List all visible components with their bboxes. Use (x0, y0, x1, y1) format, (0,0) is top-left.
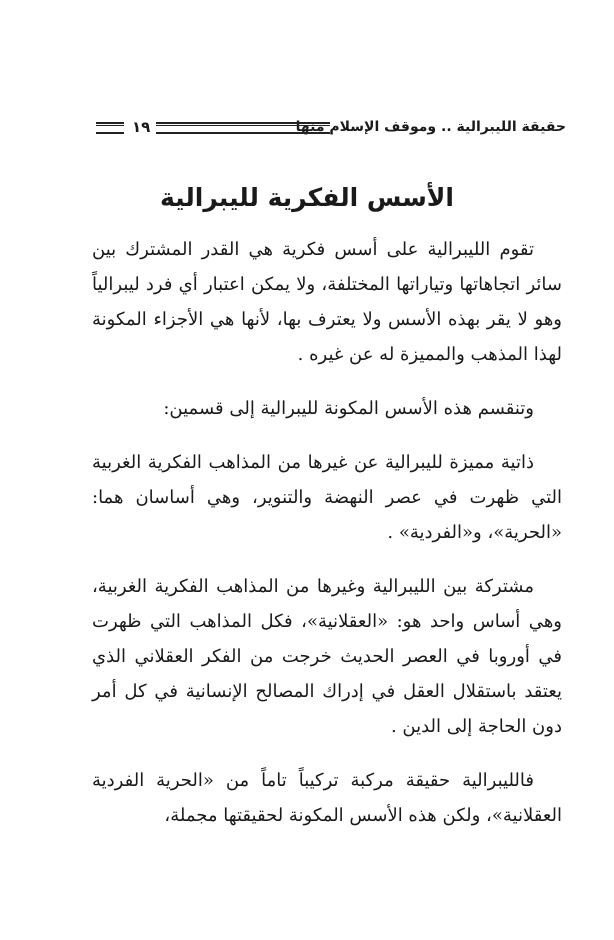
body-text (92, 232, 562, 833)
header-rule-long (156, 122, 330, 134)
section-heading: الأسس الفكرية لليبرالية (160, 183, 454, 212)
paragraph-conclusion: فالليبرالية حقيقة مركبة تركيباً تاماً من «الحرية الفردية العقلانية»، ولكن هذه الأسس المكونة لحقيقتها مجملة، (92, 770, 562, 826)
header-rule-short (96, 122, 124, 134)
running-header (96, 116, 566, 138)
paragraph-division: وتنقسم هذه الأسس المكونة لليبرالية إلى قسمين: (163, 398, 534, 419)
paragraph-specific-foundations: ذاتية مميزة لليبرالية عن غيرها من المذاهب الفكرية الغربية التي ظهرت في عصر النهضة والتنوير، وهي أساسان هما: «الحرية»، و«الفردية» . (92, 452, 562, 543)
page-number: ١٩ (132, 118, 151, 136)
paragraph-intro: تقوم الليبرالية على أسس فكرية هي القدر المشترك بين سائر اتجاهاتها وتياراتها المختلفة، ولا يمكن اعتبار أي فرد ليبرالياً وهو لا يقر بهذه الأسس ولا يعترف بها، لأنها هي الأجزاء المكونة لهذا المذهب والمميزة له عن غيره . (92, 239, 562, 365)
running-header-title: حقيقة الليبرالية .. وموقف الإسلام منها (295, 119, 566, 135)
paragraph-shared-foundation: مشتركة بين الليبرالية وغيرها من المذاهب الفكرية الغربية، وهي أساس واحد هو: «العقلانية»، فكل المذاهب التي ظهرت في أوروبا في العصر الحديث خرجت من الفكر العقلاني الذي يعتقد باستقلال العقل في إدراك المصالح الإنسانية في كل أمر دون الحاجة إلى الدين . (92, 576, 563, 737)
